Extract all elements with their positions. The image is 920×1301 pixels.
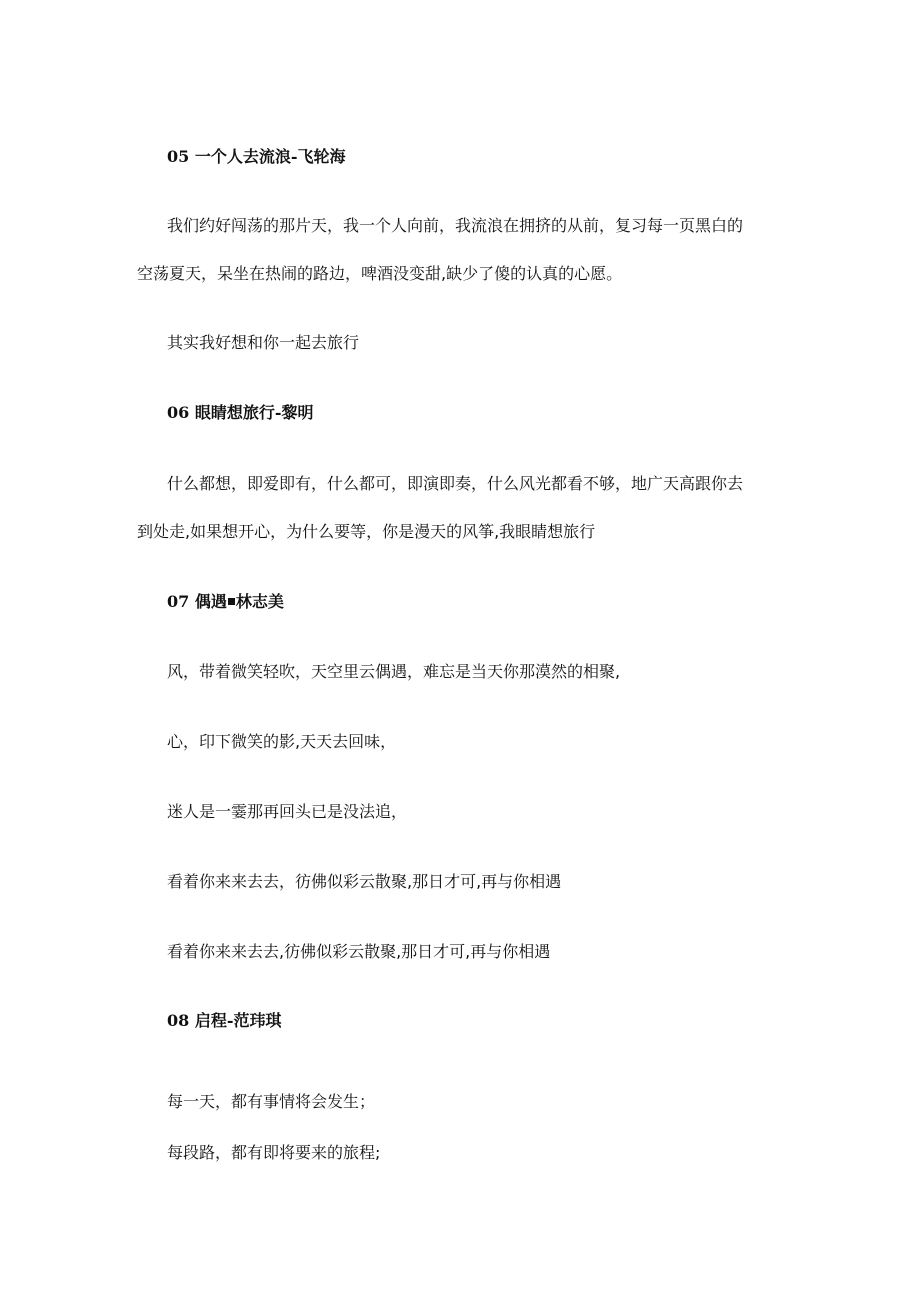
lyric-line: 到处走,如果想开心，为什么要等，你是漫天的风筝,我眼睛想旅行	[137, 522, 596, 541]
lyric-line: 风，带着微笑轻吹，天空里云偶遇，难忘是当天你那漠然的相聚,	[167, 662, 621, 681]
lyric-line: 看着你来来去去，彷佛似彩云散聚,那日才可,再与你相遇	[167, 872, 562, 891]
section-heading-08: 08 启程-范玮琪	[167, 1011, 282, 1030]
section-heading-07-artist: 林志美	[235, 592, 284, 611]
lyric-line: 每段路，都有即将要来的旅程;	[167, 1143, 381, 1162]
section-heading-05: 05 一个人去流浪-飞轮海	[167, 147, 346, 166]
lyric-line: 心，印下微笑的影,天天去回味，	[167, 732, 397, 751]
lyric-line: 看着你来来去去,彷佛似彩云散聚,那日才可,再与你相遇	[167, 942, 551, 961]
lyric-line: 其实我好想和你一起去旅行	[167, 333, 360, 352]
lyric-line: 每一天，都有事情将会发生；	[167, 1092, 376, 1111]
lyric-line: 空荡夏天，呆坐在热闹的路边，啤酒没变甜,缺少了傻的认真的心愿。	[137, 264, 623, 283]
lyric-line: 我们约好闯荡的那片天，我一个人向前，我流浪在拥挤的从前，复习每一页黑白的	[167, 216, 744, 235]
lyric-line: 什么都想，即爱即有，什么都可，即演即奏，什么风光都看不够，地广天高跟你去	[167, 474, 744, 493]
lyric-line: 迷人是一霎那再回头已是没法追，	[167, 802, 408, 821]
section-heading-06: 06 眼睛想旅行-黎明	[167, 403, 314, 422]
square-bullet-icon	[228, 598, 235, 605]
section-heading-07-number: 07 偶遇	[167, 592, 227, 611]
section-heading-07	[167, 592, 284, 612]
